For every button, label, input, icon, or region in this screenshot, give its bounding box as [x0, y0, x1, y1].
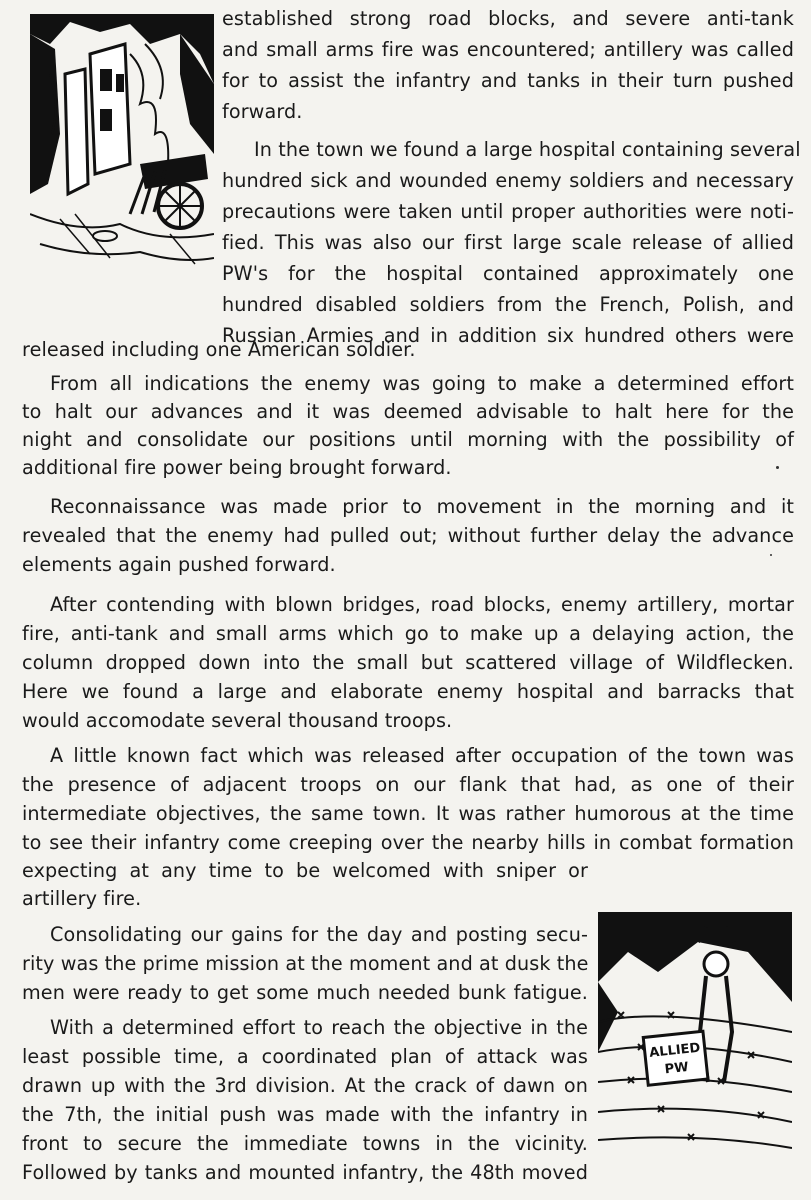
- burning-building-illustration: [30, 14, 214, 268]
- text-line: for to assist the infantry and tanks in their turn pushed: [222, 69, 794, 92]
- text-line: Here we found a large and elaborate enemy hospital and barracks that: [22, 680, 794, 703]
- text-line: With a determined effort to reach the objective in the: [50, 1016, 588, 1039]
- text-line: Reconnaissance was made prior to movement in the morning and it: [50, 495, 794, 518]
- text-line: night and consolidate our positions until morning with the possibility of: [22, 428, 794, 451]
- text-line: men were ready to get some much needed bunk fatigue.: [22, 981, 588, 1004]
- text-line: to see their infantry come creeping over the nearby hills in combat formation: [22, 831, 794, 854]
- text-line: released including one American soldier.: [22, 338, 416, 361]
- text-line: precautions were taken until proper authorities were noti-: [222, 200, 794, 223]
- text-line: column dropped down into the small but scattered village of Wildflecken.: [22, 651, 794, 674]
- text-line: the 7th, the initial push was made with the infantry in: [22, 1103, 588, 1126]
- text-line: revealed that the enemy had pulled out; without further delay the advance: [22, 524, 794, 547]
- text-line: fied. This was also our first large scale release of allied: [222, 231, 794, 254]
- text-line: hundred disabled soldiers from the French, Polish, and: [222, 293, 794, 316]
- scan-speck: [776, 466, 779, 469]
- text-line: additional fire power being brought forward.: [22, 456, 452, 479]
- text-line: elements again pushed forward.: [22, 553, 336, 576]
- barbed-wire-icon: [598, 912, 792, 1152]
- text-line: least possible time, a coordinated plan of attack was: [22, 1045, 588, 1068]
- text-line: hundred sick and wounded enemy soldiers and necessary: [222, 169, 794, 192]
- text-line: forward.: [222, 100, 303, 123]
- text-line: established strong road blocks, and severe anti-tank: [222, 7, 794, 30]
- text-line: the presence of adjacent troops on our flank that had, as one of their: [22, 773, 794, 796]
- text-line: In the town we found a large hospital containing several: [254, 138, 801, 161]
- text-line: Followed by tanks and mounted infantry, the 48th moved: [22, 1161, 588, 1184]
- text-line: expecting at any time to be welcomed with sniper or: [22, 859, 588, 882]
- text-line: Russian Armies and in addition six hundred others were: [222, 324, 794, 347]
- text-line: A little known fact which was released after occupation of the town was: [50, 744, 794, 767]
- text-line: fire, anti-tank and small arms which go to make up a delaying action, the: [22, 622, 794, 645]
- text-line: Consolidating our gains for the day and posting secu-: [50, 923, 588, 946]
- text-line: would accomodate several thousand troops.: [22, 709, 453, 732]
- text-line: After contending with blown bridges, road blocks, enemy artillery, mortar: [50, 593, 794, 616]
- burning-building-icon: [30, 14, 214, 268]
- text-line: PW's for the hospital contained approximately one: [222, 262, 794, 285]
- scan-speck: [770, 554, 772, 556]
- text-line: and small arms fire was encountered; antillery was called: [222, 38, 794, 61]
- text-line: artillery fire.: [22, 887, 142, 910]
- text-line: front to secure the immediate towns in the vicinity.: [22, 1132, 588, 1155]
- text-line: drawn up with the 3rd division. At the crack of dawn on: [22, 1074, 588, 1097]
- text-line: intermediate objectives, the same town. It was rather humorous at the time: [22, 802, 794, 825]
- text-line: rity was the prime mission at the moment and at dusk the: [22, 952, 589, 975]
- sign-text-pw: PW: [664, 1059, 690, 1078]
- allied-pw-illustration: [598, 912, 792, 1152]
- text-line: From all indications the enemy was going to make a determined effort: [50, 372, 794, 395]
- sign-text-allied: ALLIED: [648, 1040, 702, 1061]
- text-line: to halt our advances and it was deemed advisable to halt here for the: [22, 400, 794, 423]
